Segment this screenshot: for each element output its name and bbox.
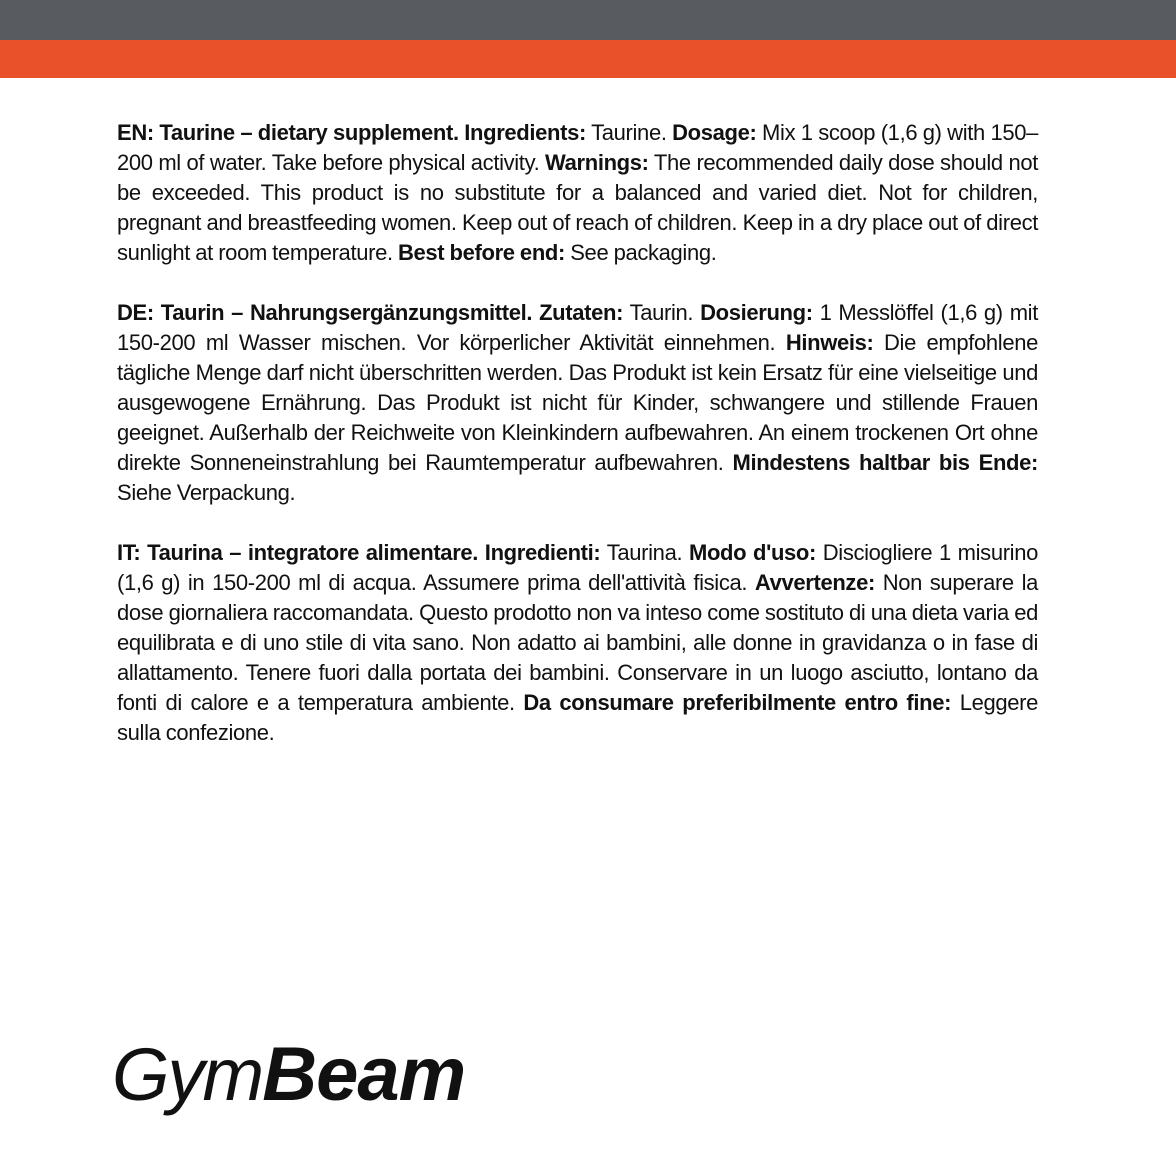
en-warnings-label: Warnings: bbox=[545, 150, 649, 175]
en-best-before-value: See packaging. bbox=[564, 240, 717, 265]
it-warnings-value: Non superare la dose giornaliera raccomandata. Questo prodotto non va inteso come sostituto di una dieta varia ed equilibrata e di uno stile di vita sano. Non adatto ai bambini, alle donne in gravidanza o in fase di allattamento. Tenere fuori dalla portata dei bambini. Conservare in un luogo asciutto, lontano da fonti di calore e a temperatura ambiente. bbox=[117, 570, 1038, 715]
label-text-content bbox=[117, 118, 1038, 778]
accent-orange-band bbox=[0, 40, 1176, 78]
de-warnings-value: Die empfohlene tägliche Menge darf nicht überschritten werden. Das Produkt ist kein Ersatz für eine vielseitige und ausgewogene Ernährung. Das Produkt ist nicht für Kinder, schwangere und stillende Frauen geeignet. Außerhalb der Reichweite von Kleinkindern aufbewahren. An einem trockenen Ort ohne direkte Sonneneinstrahlung bei Raumtemperatur aufbewahren. bbox=[117, 330, 1038, 475]
it-best-before-value: Leggere sulla confezione. bbox=[117, 690, 1038, 745]
gymbeam-logo bbox=[112, 1030, 465, 1120]
logo-light-text: Gym bbox=[112, 1033, 263, 1116]
de-best-before-value: Siehe Verpackung. bbox=[117, 480, 296, 505]
de-dosage-label: Dosierung: bbox=[700, 300, 813, 325]
en-title: EN: Taurine – dietary supplement. Ingredients: bbox=[117, 120, 586, 145]
section-it bbox=[117, 538, 1038, 748]
de-ingredients-value: Taurin. bbox=[623, 300, 701, 325]
it-title: IT: Taurina – integratore alimentare. Ingredienti: bbox=[117, 540, 601, 565]
en-dosage-label: Dosage: bbox=[672, 120, 757, 145]
it-warnings-label: Avvertenze: bbox=[754, 570, 875, 595]
de-title: DE: Taurin – Nahrungsergänzungsmittel. Zutaten: bbox=[117, 300, 624, 325]
it-best-before-label: Da consumare preferibilmente entro fine: bbox=[523, 690, 952, 715]
it-dosage-label: Modo d'uso: bbox=[688, 540, 816, 565]
en-warnings-value: The recommended daily dose should not be exceeded. This product is no substitute for a balanced and varied diet. Not for children, pregnant and breastfeeding women. Keep out of reach of children. Keep in a dry place out of direct sunlight at room temperature. bbox=[117, 150, 1038, 265]
de-dosage-value: 1 Messlöffel (1,6 g) mit 150-200 ml Wasser mischen. Vor körperlicher Aktivität einnehmen. bbox=[117, 300, 1038, 355]
en-best-before-label: Best before end: bbox=[397, 240, 565, 265]
logo-bold-text: Beam bbox=[262, 1032, 466, 1117]
de-warnings-label: Hinweis: bbox=[785, 330, 874, 355]
section-en bbox=[117, 118, 1038, 268]
section-de bbox=[117, 298, 1038, 508]
it-dosage-value: Disciogliere 1 misurino (1,6 g) in 150-200 ml di acqua. Assumere prima dell'attività fisica. bbox=[117, 540, 1038, 595]
it-ingredients-value: Taurina. bbox=[600, 540, 689, 565]
de-best-before-label: Mindestens haltbar bis Ende: bbox=[732, 450, 1038, 475]
en-ingredients-value: Taurine. bbox=[585, 120, 673, 145]
en-dosage-value: Mix 1 scoop (1,6 g) with 150–200 ml of water. Take before physical activity. bbox=[117, 120, 1038, 175]
top-gray-band bbox=[0, 0, 1176, 40]
